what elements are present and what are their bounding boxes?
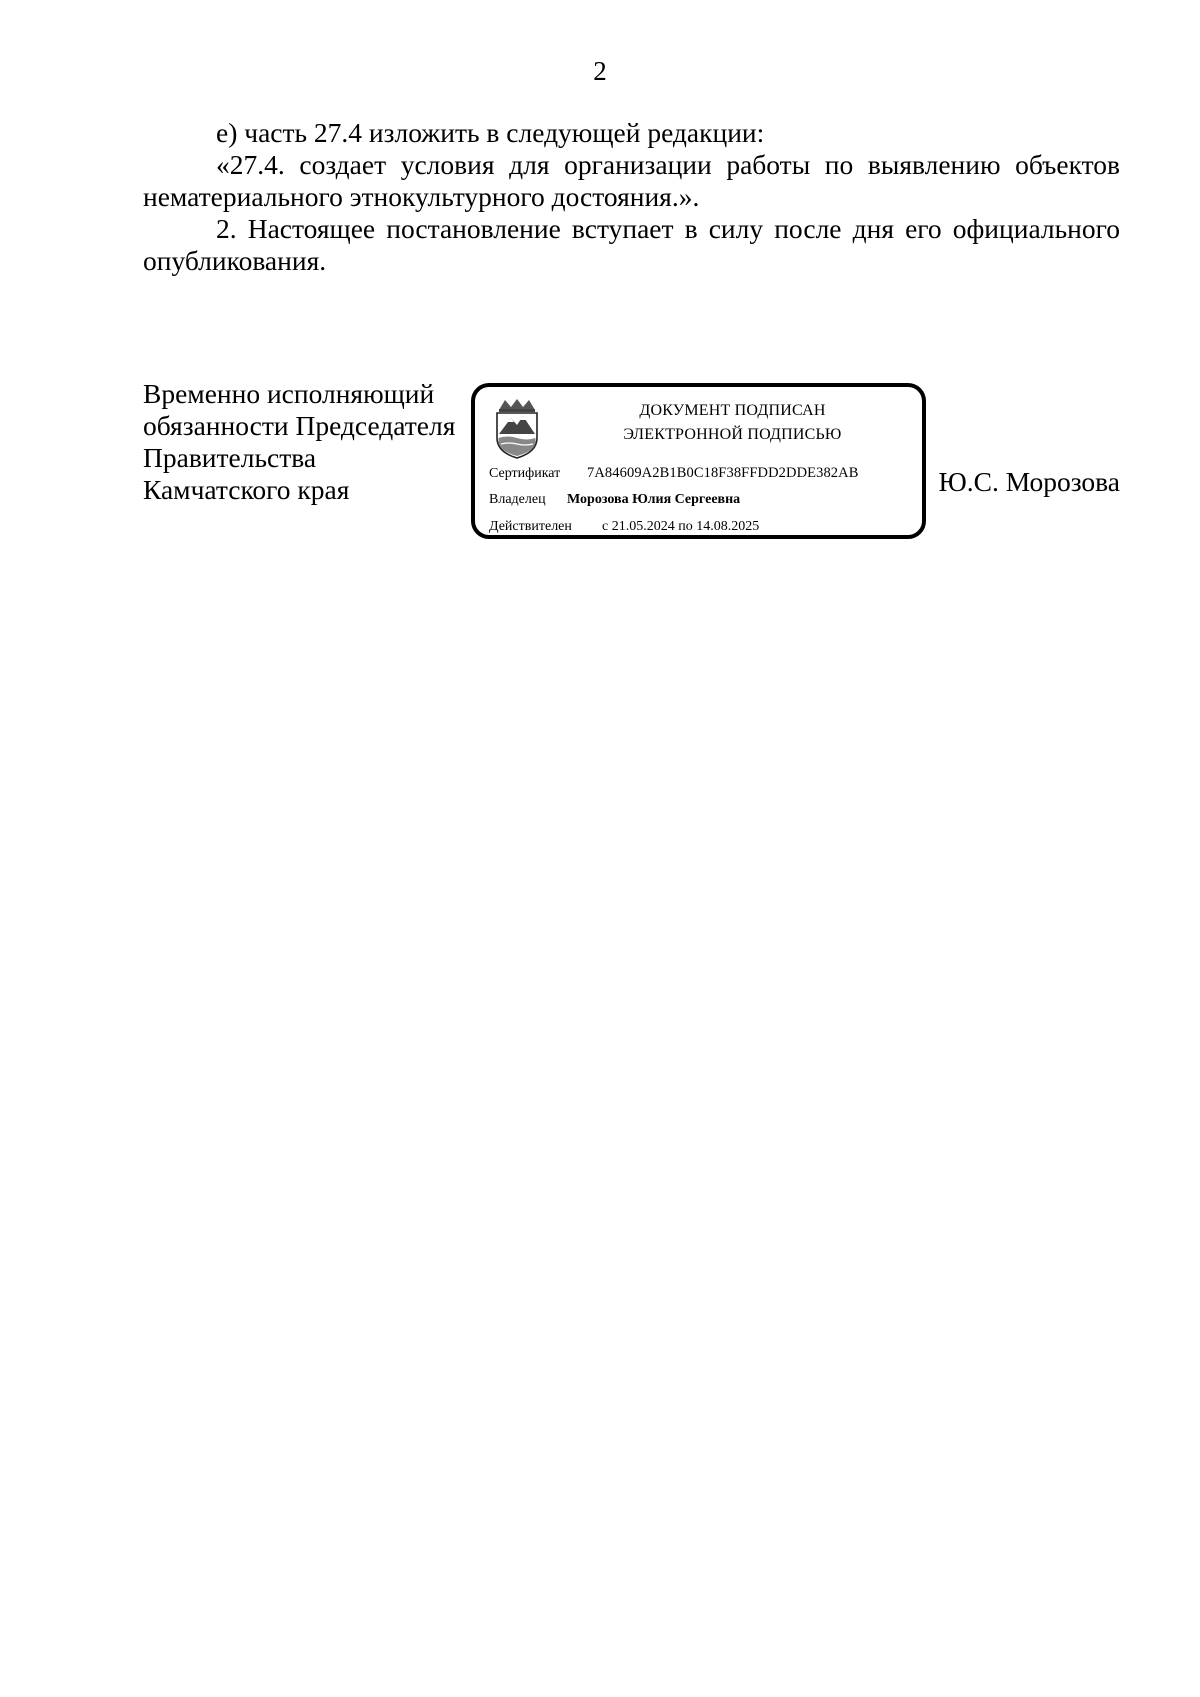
paragraph-amendment-intro: е) часть 27.4 изложить в следующей редакции: [216,117,765,148]
owner-label: Владелец [489,492,546,507]
stamp-title-line: ЭЛЕКТРОННОЙ ПОДПИСЬЮ [623,426,842,443]
signer-title-line: Временно исполняющий [143,378,435,409]
stamp-title [555,399,910,447]
signer-title-line: обязанности Председателя [143,410,456,441]
stamp-title-line: ДОКУМЕНТ ПОДПИСАН [639,402,826,419]
owner-value: Морозова Юлия Сергеевна [567,492,741,507]
certificate-label: Сертификат [489,466,561,481]
signer-title-line: Камчатского края [143,474,350,505]
paragraph-amendment-text: «27.4. создает условия для организации работы по выявлению объектов нематериального этнокультурного достояния.». [143,149,1120,212]
signer-title [143,378,473,506]
valid-value: с 21.05.2024 по 14.08.2025 [602,519,760,534]
stamp-owner-row [489,491,740,509]
body-text [143,117,1120,277]
electronic-signature-stamp [471,383,926,539]
certificate-value: 7A84609A2B1B0C18F38FFDD2DDE382AB [587,465,859,481]
stamp-validity-row [489,518,759,536]
page-number: 2 [593,56,607,86]
valid-label: Действителен [489,519,572,534]
paragraph-effective-date: 2. Настоящее постановление вступает в силу после дня его официального опубликования. [143,213,1120,276]
stamp-certificate-row [489,464,859,483]
signer-title-line: Правительства [143,442,317,473]
kamchatka-coat-of-arms-icon [491,398,543,460]
signer-name: Ю.С. Морозова [938,466,1120,497]
